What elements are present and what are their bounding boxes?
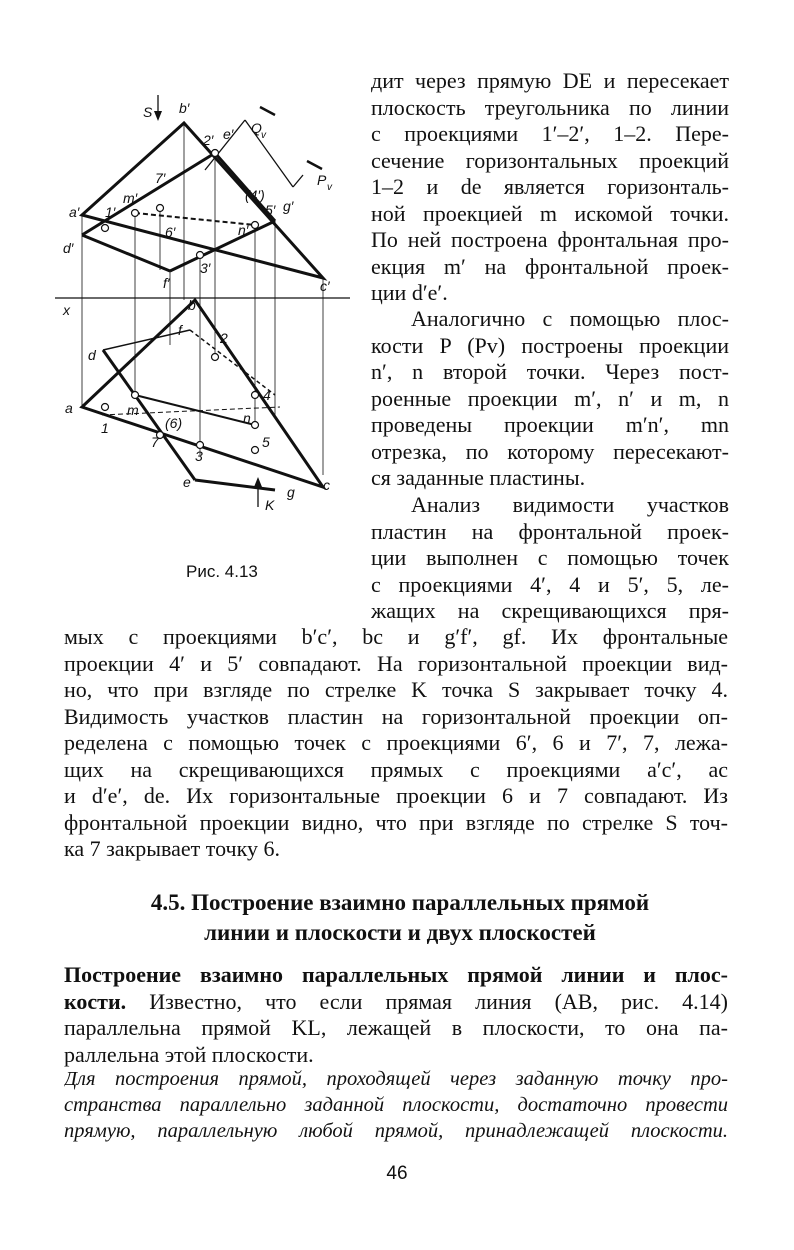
label-m: m	[127, 402, 139, 418]
label-b1: b′	[179, 100, 190, 116]
label-Qv: Q	[251, 120, 262, 136]
label-3-prime: 3′	[200, 260, 211, 276]
label-b: b	[188, 297, 196, 313]
label-6: (6)	[165, 415, 183, 431]
label-e1: e′	[223, 126, 234, 142]
horiz-edge-fg	[190, 330, 275, 395]
label-f1: f′	[163, 275, 170, 291]
label-5-prime: 5′	[265, 202, 276, 218]
svg-text:v: v	[261, 130, 266, 141]
label-f: f	[178, 322, 182, 338]
label-e: e	[183, 474, 191, 490]
section-heading: 4.5. Построение взаимно параллельных прямой линии и плоскости и двух плоскостей	[150, 890, 650, 945]
label-c: c	[323, 477, 330, 493]
label-g1: g′	[283, 198, 294, 214]
runin-heading: Построение взаимно параллельных прямой линии и плос-	[64, 962, 728, 987]
label-5: 5	[262, 434, 270, 450]
label-6-prime: 6′	[165, 224, 176, 240]
label-1: 1	[101, 420, 109, 436]
column-paragraph-3: Анализ видимости участков пластин на фронтальной проек- ции выполнен с помощью точек с проекциями 4′, 4 и 5′, 5, ле- жащих на скрещивающихся пря-	[371, 492, 729, 623]
label-d1: d′	[63, 240, 74, 256]
full-width-paragraph: мых с проекциями b′c′, bc и g′f′, gf. Их фронтальные проекции 4′ и 5′ совпадают. На горизонтальной проекции вид- но, что при взгляде по стрелке K точка S закрывает точку 4. Видимость участков пластин на горизонтальной проекции оп- ределена с помощью точек с проекциями 6′, 6 и 7′, 7, лежа- щих на скрещивающихся прямых с проекциями a′c′, ac и d′e′, de. Их горизонтальные проекции 6 и 7 совпадают. Из фронтальной проекции видно, что при взгляде по стрелке S точ- ка 7 закрывает точку 6.	[64, 624, 728, 861]
page-number: 46	[386, 1163, 408, 1184]
front-edge-gf	[170, 221, 275, 271]
projection-links	[82, 123, 323, 475]
label-2: 2	[220, 330, 228, 346]
projection-drawing	[55, 95, 355, 515]
label-g: g	[287, 484, 295, 500]
svg-text:v: v	[327, 182, 332, 193]
label-d: d	[88, 347, 96, 363]
figure-4-13	[55, 95, 355, 515]
column-paragraph-1: дит через прямую DE и пересекает плоскость треугольника по линии с проекциями 1′–2′, 1–2. Пере- сечение горизонтальных проекций 1–2 и de является горизонталь- ной проекцией m искомой точки. По ней построена фронтальная про- екция m′ на фронтальной проек- ции d′e′.	[371, 68, 729, 305]
label-K: K	[265, 497, 275, 513]
label-a1: a′	[69, 204, 80, 220]
horiz-edge-eg	[195, 480, 275, 490]
front-line-mn	[135, 213, 255, 225]
label-7: 7	[151, 434, 159, 450]
column-paragraph-2: Аналогично с помощью плос- кости P (Pv) построены проекции n′, n второй точки. Через пост- роенные проекции m′, n′ и m, n проведены проекции m′n′, mn отрезка, по которому пересекают- ся заданные пластины.	[371, 306, 729, 490]
label-1-prime: 1′	[105, 204, 116, 220]
front-edge-de	[82, 153, 215, 235]
italic-rule: Для построения прямой, проходящей через заданную точку про- странства параллельно заданной плоскости, достаточно провести прямую, параллельную любой прямой, принадлежащей плоскости.	[64, 1068, 728, 1142]
label-4: 4	[263, 387, 271, 403]
label-n1: n′	[238, 222, 249, 238]
figure-caption: Рис. 4.13	[186, 562, 258, 581]
label-2-prime: 2′	[203, 132, 214, 148]
label-S: S	[143, 104, 153, 120]
label-x: x	[63, 302, 70, 318]
subsection-paragraph: Построение взаимно параллельных прямой линии и плос- кости. Известно, что если прямая линия (AB, рис. 4.14) параллельна прямой KL, лежащей в плоскости, то она па- раллельна этой плоскости.	[64, 962, 728, 1067]
label-c1: c′	[320, 278, 330, 294]
label-a: a	[65, 400, 73, 416]
label-3: 3	[195, 448, 203, 464]
label-4-prime: (4′)	[245, 187, 265, 203]
label-7-prime: 7′	[155, 170, 166, 186]
front-edge-fd	[82, 235, 170, 271]
label-n: n	[243, 410, 251, 426]
label-Pv: P	[317, 172, 327, 188]
label-m1: m′	[123, 190, 138, 206]
